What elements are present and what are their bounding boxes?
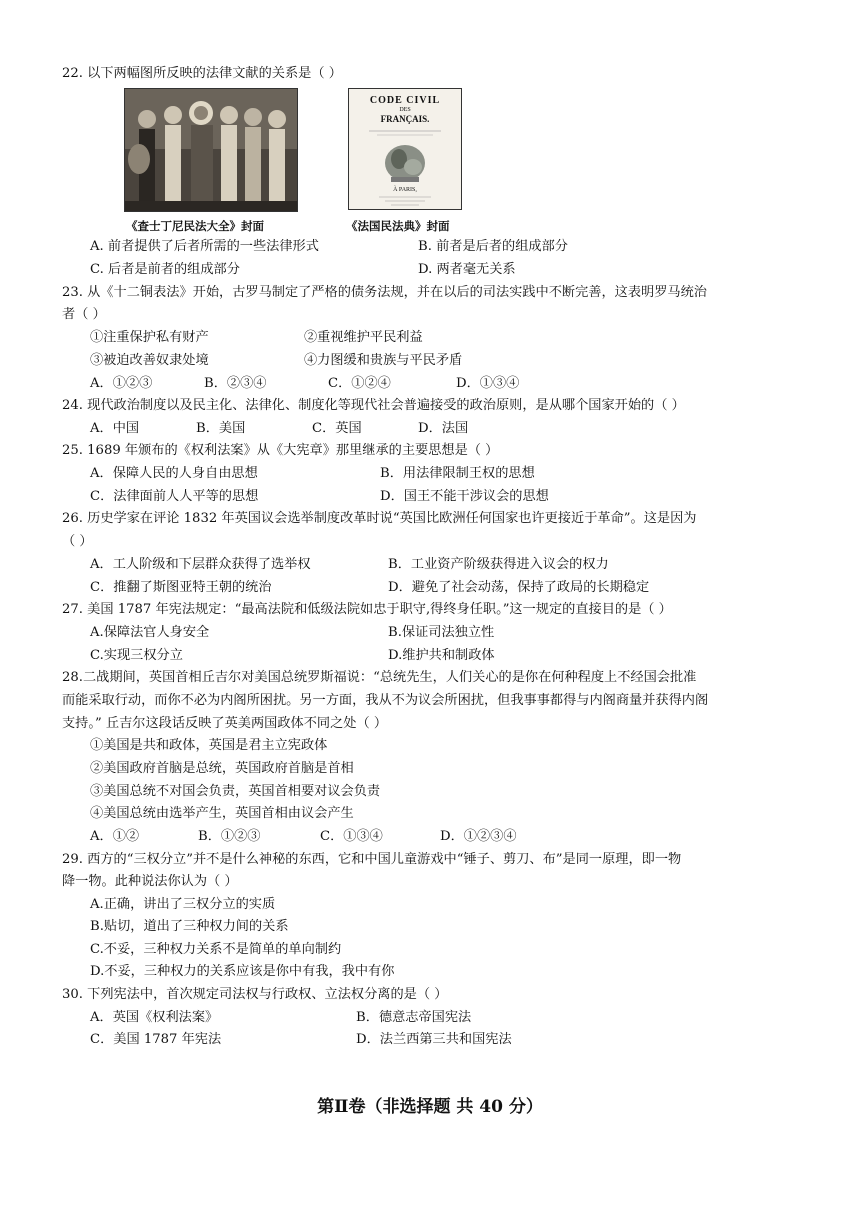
q24-option-c[interactable]: C．英国 bbox=[312, 421, 362, 436]
cover-title-line1: CODE CIVIL bbox=[369, 95, 441, 106]
cover-title-line2: DES bbox=[399, 107, 411, 113]
q28-stem-line3: 支持。” 丘吉尔这段话反映了英美两国政体不同之处（ ） bbox=[62, 716, 388, 731]
q29-stem-line2: 降一物。此种说法你认为（ ） bbox=[62, 874, 238, 889]
q24-option-b[interactable]: B．美国 bbox=[196, 421, 246, 436]
q27-option-d[interactable]: D.维护共和制政体 bbox=[388, 648, 495, 663]
q26-stem-line1: 26. 历史学家在评论 1832 年英国议会选举制度改革时说“英国比欧洲任何国家也许更接近于革命”。这是因为 bbox=[62, 511, 697, 526]
cover-title-line3: FRANÇAIS. bbox=[380, 114, 430, 124]
q27-option-a[interactable]: A.保障法官人身安全 bbox=[90, 625, 210, 640]
q25-stem: 25. 1689 年颁布的《权利法案》从《大宪章》那里继承的主要思想是（ ） bbox=[62, 443, 499, 458]
q23-option-c[interactable]: C．①②④ bbox=[328, 376, 391, 391]
q27-option-b[interactable]: B.保证司法独立性 bbox=[388, 625, 495, 640]
figure2-caption: 《法国民法典》封面 bbox=[346, 219, 450, 233]
q23-option-d[interactable]: D．①③④ bbox=[456, 376, 520, 391]
cover-emblem bbox=[349, 125, 461, 209]
q30-option-c[interactable]: C．美国 1787 年宪法 bbox=[90, 1032, 222, 1047]
q28-stem-line1: 28.二战期间，英国首相丘吉尔对美国总统罗斯福说：“总统先生，人们关心的是你在何种程度上不经国会批准 bbox=[62, 670, 697, 685]
q29-option-b[interactable]: B.贴切，道出了三种权力间的关系 bbox=[90, 919, 289, 934]
mosaic-illustration bbox=[125, 89, 297, 211]
q30-option-d[interactable]: D．法兰西第三共和国宪法 bbox=[356, 1032, 512, 1047]
q26-option-a[interactable]: A．工人阶级和下层群众获得了选举权 bbox=[90, 557, 311, 572]
section-title: 第Ⅱ卷（非选择题 共 40 分） bbox=[317, 1097, 543, 1117]
q25-option-d[interactable]: D．国王不能干涉议会的思想 bbox=[380, 489, 549, 504]
q29-option-c[interactable]: C.不妥，三种权力关系不是简单的单向制约 bbox=[90, 942, 342, 957]
q23-item-1: ①注重保护私有财产 bbox=[90, 330, 209, 345]
code-civil-cover-image bbox=[348, 88, 462, 210]
q22-option-b[interactable]: B. 前者是后者的组成部分 bbox=[418, 239, 568, 254]
q23-stem-line1: 23. 从《十二铜表法》开始，古罗马制定了严格的债务法规，并在以后的司法实践中不断完善，这表明罗马统治 bbox=[62, 285, 707, 300]
q24-option-d[interactable]: D．法国 bbox=[418, 421, 469, 436]
q22-option-a[interactable]: A. 前者提供了后者所需的一些法律形式 bbox=[90, 239, 319, 254]
q23-option-b[interactable]: B．②③④ bbox=[204, 376, 267, 391]
q25-option-c[interactable]: C．法律面前人人平等的思想 bbox=[90, 489, 259, 504]
q23-item-4: ④力图缓和贵族与平民矛盾 bbox=[304, 353, 463, 368]
q23-option-a[interactable]: A．①②③ bbox=[90, 376, 153, 391]
q26-option-b[interactable]: B．工业资产阶级获得进入议会的权力 bbox=[388, 557, 609, 572]
justinian-mosaic-image bbox=[124, 88, 298, 212]
q23-stem-line2: 者（ ） bbox=[62, 307, 106, 322]
q28-stem-line2: 而能采取行动，而你不必为内阁所困扰。另一方面，我从不为议会所困扰，但我事事都得与内阁商量并获得内阁 bbox=[62, 693, 709, 708]
q30-option-b[interactable]: B．德意志帝国宪法 bbox=[356, 1010, 472, 1025]
q28-option-d[interactable]: D．①②③④ bbox=[440, 829, 517, 844]
q28-option-a[interactable]: A．①② bbox=[90, 829, 140, 844]
q29-option-a[interactable]: A.正确，讲出了三权分立的实质 bbox=[90, 897, 276, 912]
q28-item-4: ④美国总统由选举产生，英国首相由议会产生 bbox=[90, 806, 354, 821]
q26-stem-line2: （ ） bbox=[62, 534, 93, 549]
q29-option-d[interactable]: D.不妥，三种权力的关系应该是你中有我，我中有你 bbox=[90, 964, 395, 979]
q25-option-b[interactable]: B．用法律限制王权的思想 bbox=[380, 466, 535, 481]
q28-item-3: ③美国总统不对国会负责，英国首相要对议会负责 bbox=[90, 784, 381, 799]
q22-option-c[interactable]: C. 后者是前者的组成部分 bbox=[90, 262, 240, 277]
cover-place: À PARIS, bbox=[393, 187, 417, 193]
q28-item-1: ①美国是共和政体，英国是君主立宪政体 bbox=[90, 738, 328, 753]
q26-option-c[interactable]: C．推翻了斯图亚特王朝的统治 bbox=[90, 580, 272, 595]
q22-stem: 22. 以下两幅图所反映的法律文献的关系是（ ） bbox=[62, 66, 342, 81]
q29-stem-line1: 29. 西方的“三权分立”并不是什么神秘的东西，它和中国儿童游戏中“锤子、剪刀、布”是同一原理，即一物 bbox=[62, 852, 682, 867]
q27-option-c[interactable]: C.实现三权分立 bbox=[90, 648, 183, 663]
q28-option-b[interactable]: B．①②③ bbox=[198, 829, 261, 844]
q23-item-2: ②重视维护平民利益 bbox=[304, 330, 423, 345]
q27-stem: 27. 美国 1787 年宪法规定：“最高法院和低级法院如忠于职守,得终身任职。”这一规定的直接目的是（ ） bbox=[62, 602, 672, 617]
q28-option-c[interactable]: C．①③④ bbox=[320, 829, 383, 844]
q24-stem: 24. 现代政治制度以及民主化、法律化、制度化等现代社会普遍接受的政治原则，是从哪个国家开始的（ ） bbox=[62, 398, 685, 413]
q30-option-a[interactable]: A．英国《权利法案》 bbox=[90, 1010, 219, 1025]
q30-stem: 30. 下列宪法中，首次规定司法权与行政权、立法权分离的是（ ） bbox=[62, 987, 448, 1002]
figure1-caption: 《查士丁尼民法大全》封面 bbox=[126, 219, 264, 233]
q23-item-3: ③被迫改善奴隶处境 bbox=[90, 353, 209, 368]
q28-item-2: ②美国政府首脑是总统，英国政府首脑是首相 bbox=[90, 761, 354, 776]
q24-option-a[interactable]: A．中国 bbox=[90, 421, 140, 436]
q25-option-a[interactable]: A．保障人民的人身自由思想 bbox=[90, 466, 258, 481]
q26-option-d[interactable]: D．避免了社会动荡，保持了政局的长期稳定 bbox=[388, 580, 650, 595]
q22-option-d[interactable]: D. 两者毫无关系 bbox=[418, 262, 516, 277]
